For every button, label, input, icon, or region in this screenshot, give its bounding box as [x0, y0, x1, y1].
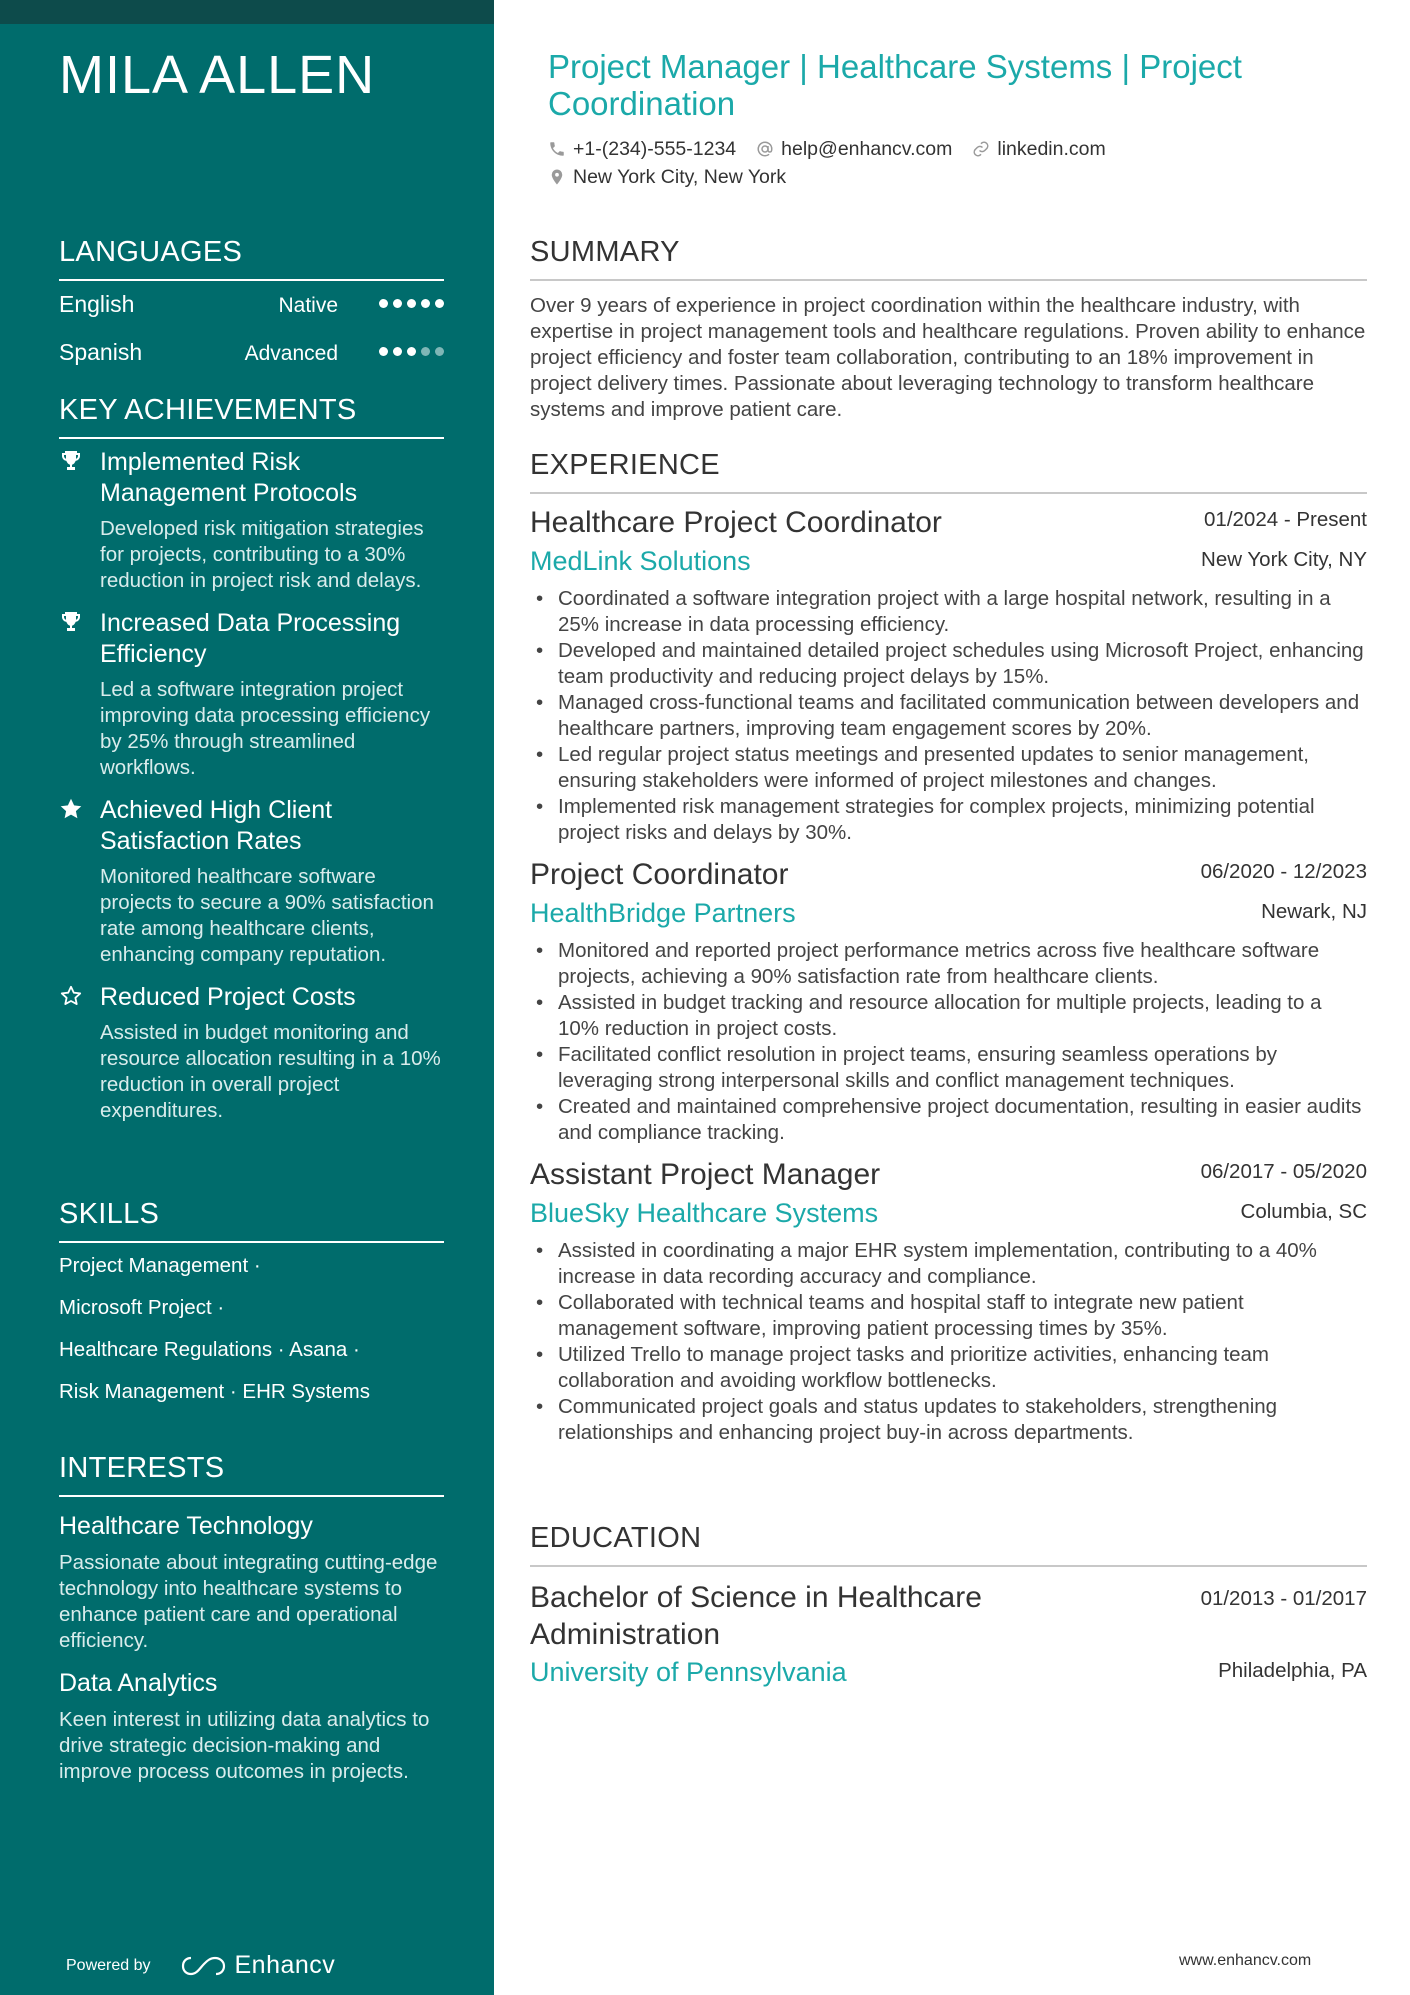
job-date: 06/2017 - 05/2020 — [1200, 1160, 1367, 1183]
headline: Project Manager | Healthcare Systems | Project Coordination — [548, 48, 1242, 122]
achievement-description: Led a software integration project improving data processing efficiency by 25% through streamlined workflows. — [100, 678, 431, 779]
bullet-item: • Coordinated a software integration project with a large hospital network, resulting in a 25% increase in data processing efficiency. — [530, 586, 1367, 638]
job-entry — [530, 500, 1367, 846]
bullet-item: • Assisted in budget tracking and resource allocation for multiple projects, leading to a 10% reduction in project costs. — [530, 990, 1367, 1042]
language-level: Native — [278, 294, 338, 317]
bullet-item: • Led regular project status meetings and presented updates to senior management, ensuring stakeholders were informed of project milestones and changes. — [530, 742, 1367, 794]
enhancv-logo[interactable] — [181, 1951, 336, 1980]
achievement-title: Increased Data Processing Efficiency — [100, 609, 401, 668]
interests-title: INTERESTS — [59, 1452, 444, 1497]
skill-line: Healthcare Regulations · Asana · — [59, 1338, 360, 1361]
phone-contact[interactable] — [548, 138, 736, 161]
star-outline-icon — [59, 984, 83, 1008]
interest-description: Keen interest in utilizing data analytics to drive strategic decision-making and improve process outcomes in projects. — [59, 1708, 430, 1783]
achievement-item — [59, 795, 444, 968]
rating-dot — [435, 347, 444, 356]
company-name: HealthBridge Partners — [530, 898, 796, 928]
powered-by-label: Powered by — [66, 1956, 151, 1974]
education-location: Philadelphia, PA — [1218, 1659, 1367, 1682]
skills-section — [59, 1198, 444, 1405]
achievement-description: Assisted in budget monitoring and resource allocation resulting in a 10% reduction in overall project expenditures. — [100, 1021, 441, 1122]
rating-dot — [421, 347, 430, 356]
achievement-item — [59, 447, 444, 594]
job-bullets — [530, 586, 1367, 846]
enhancv-brand-text: Enhancv — [234, 1951, 336, 1979]
sidebar-top-bar — [0, 0, 494, 24]
job-date: 01/2024 - Present — [1204, 508, 1367, 531]
bullet-item: • Monitored and reported project performance metrics across five healthcare software projects, achieving a 90% satisfaction rate from healthcare clients. — [530, 938, 1367, 990]
trophy-icon — [59, 449, 83, 473]
enhancv-logo-icon — [181, 1955, 227, 1977]
interest-item — [59, 1511, 444, 1654]
job-entry — [530, 1152, 1367, 1446]
location-pin-icon — [548, 168, 566, 186]
bullet-item: • Developed and maintained detailed project schedules using Microsoft Project, enhancing team productivity and reducing project delays by 15%. — [530, 638, 1367, 690]
achievement-title: Implemented Risk Management Protocols — [100, 448, 358, 507]
job-title: Project Coordinator — [530, 858, 789, 891]
job-bullets — [530, 938, 1367, 1146]
email-text: help@enhancv.com — [781, 137, 953, 160]
language-item — [59, 285, 444, 329]
degree-title: Bachelor of Science in Healthcare Administration — [530, 1581, 982, 1651]
star-icon — [59, 797, 83, 821]
website-link[interactable]: www.enhancv.com — [1179, 1952, 1312, 1969]
at-icon — [756, 140, 774, 158]
language-rating — [379, 347, 444, 356]
job-location: New York City, NY — [1201, 548, 1367, 571]
language-name: English — [59, 291, 135, 317]
rating-dot — [407, 299, 416, 308]
achievement-item — [59, 608, 444, 781]
link-icon — [972, 140, 990, 158]
school-name: University of Pennsylvania — [530, 1657, 847, 1687]
bullet-item: • Communicated project goals and status updates to stakeholders, strengthening relationships and enhancing project buy-in across departments. — [530, 1394, 1367, 1446]
phone-text: +1-(234)-555-1234 — [573, 137, 737, 160]
rating-dot — [379, 299, 388, 308]
powered-by — [66, 1951, 335, 1980]
experience-title: EXPERIENCE — [530, 449, 1367, 494]
skill-line: Project Management · — [59, 1254, 261, 1277]
linkedin-text: linkedin.com — [997, 137, 1106, 160]
bullet-item: • Managed cross-functional teams and facilitated communication between developers and healthcare partners, improving team engagement scores by 20%. — [530, 690, 1367, 742]
rating-dot — [393, 347, 402, 356]
rating-dot — [421, 299, 430, 308]
sidebar — [0, 0, 494, 1995]
achievement-title: Achieved High Client Satisfaction Rates — [100, 796, 333, 855]
interest-title: Healthcare Technology — [59, 1512, 313, 1540]
bullet-item: • Created and maintained comprehensive project documentation, resulting in easier audits and compliance tracking. — [530, 1094, 1367, 1146]
rating-dot — [407, 347, 416, 356]
candidate-name: MILA ALLEN — [59, 45, 376, 105]
language-name: Spanish — [59, 339, 143, 365]
company-name: BlueSky Healthcare Systems — [530, 1198, 879, 1228]
bullet-item: • Utilized Trello to manage project tasks and prioritize activities, enhancing team collaboration and avoiding workflow bottlenecks. — [530, 1342, 1367, 1394]
job-title: Healthcare Project Coordinator — [530, 506, 942, 539]
experience-section — [530, 449, 1367, 1446]
interest-item — [59, 1668, 444, 1785]
job-date: 06/2020 - 12/2023 — [1200, 860, 1367, 883]
language-level: Advanced — [244, 342, 338, 365]
email-contact[interactable] — [756, 138, 952, 161]
job-entry — [530, 852, 1367, 1146]
job-bullets — [530, 1238, 1367, 1446]
bullet-item: • Implemented risk management strategies for complex projects, minimizing potential project risks and delays by 30%. — [530, 794, 1367, 846]
rating-dot — [435, 299, 444, 308]
rating-dot — [379, 347, 388, 356]
languages-title: LANGUAGES — [59, 236, 444, 281]
interest-title: Data Analytics — [59, 1669, 218, 1697]
location-contact — [548, 166, 786, 189]
language-rating — [379, 299, 444, 308]
linkedin-contact[interactable] — [972, 138, 1105, 161]
rating-dot — [393, 299, 402, 308]
bullet-item: • Collaborated with technical teams and hospital staff to integrate new patient management software, improving patient processing times by 35%. — [530, 1290, 1367, 1342]
education-date: 01/2013 - 01/2017 — [1200, 1587, 1367, 1610]
skills-list — [59, 1253, 444, 1405]
achievement-item — [59, 982, 444, 1124]
education-section — [530, 1522, 1367, 1695]
trophy-icon — [59, 610, 83, 634]
summary-section — [530, 236, 1367, 423]
company-name: MedLink Solutions — [530, 546, 751, 576]
achievement-description: Monitored healthcare software projects to secure a 90% satisfaction rate among healthcare clients, enhancing company reputation. — [100, 865, 434, 966]
summary-text: Over 9 years of experience in project coordination within the healthcare industry, with expertise in project management tools and healthcare regulations. Proven ability to enhance project efficiency and foster team collaboration, contributing to an 18% improvement in project delivery times. Passionate about leveraging technology to transform healthcare systems and improve patient care. — [530, 294, 1366, 421]
education-title: EDUCATION — [530, 1522, 1367, 1567]
skills-title: SKILLS — [59, 1198, 444, 1243]
language-item — [59, 333, 444, 377]
bullet-item: • Facilitated conflict resolution in project teams, ensuring seamless operations by leveraging strong interpersonal skills and conflict management techniques. — [530, 1042, 1367, 1094]
achievements-section — [59, 394, 444, 1124]
achievements-title: KEY ACHIEVEMENTS — [59, 394, 444, 439]
phone-icon — [548, 140, 566, 158]
job-title: Assistant Project Manager — [530, 1158, 881, 1191]
skill-line: Risk Management · EHR Systems — [59, 1380, 371, 1403]
achievement-title: Reduced Project Costs — [100, 983, 356, 1011]
achievement-description: Developed risk mitigation strategies for projects, contributing to a 30% reduction in project risk and delays. — [100, 517, 424, 592]
job-location: Newark, NJ — [1261, 900, 1367, 923]
location-text: New York City, New York — [573, 165, 787, 188]
interests-section — [59, 1452, 444, 1785]
bullet-item: • Assisted in coordinating a major EHR system implementation, contributing to a 40% increase in data recording accuracy and compliance. — [530, 1238, 1367, 1290]
summary-title: SUMMARY — [530, 236, 1367, 281]
skill-line: Microsoft Project · — [59, 1296, 225, 1319]
contact-info — [548, 135, 1126, 191]
languages-section — [59, 236, 444, 377]
job-location: Columbia, SC — [1240, 1200, 1367, 1223]
interest-description: Passionate about integrating cutting-edge technology into healthcare systems to enhance patient care and operational efficiency. — [59, 1551, 438, 1652]
